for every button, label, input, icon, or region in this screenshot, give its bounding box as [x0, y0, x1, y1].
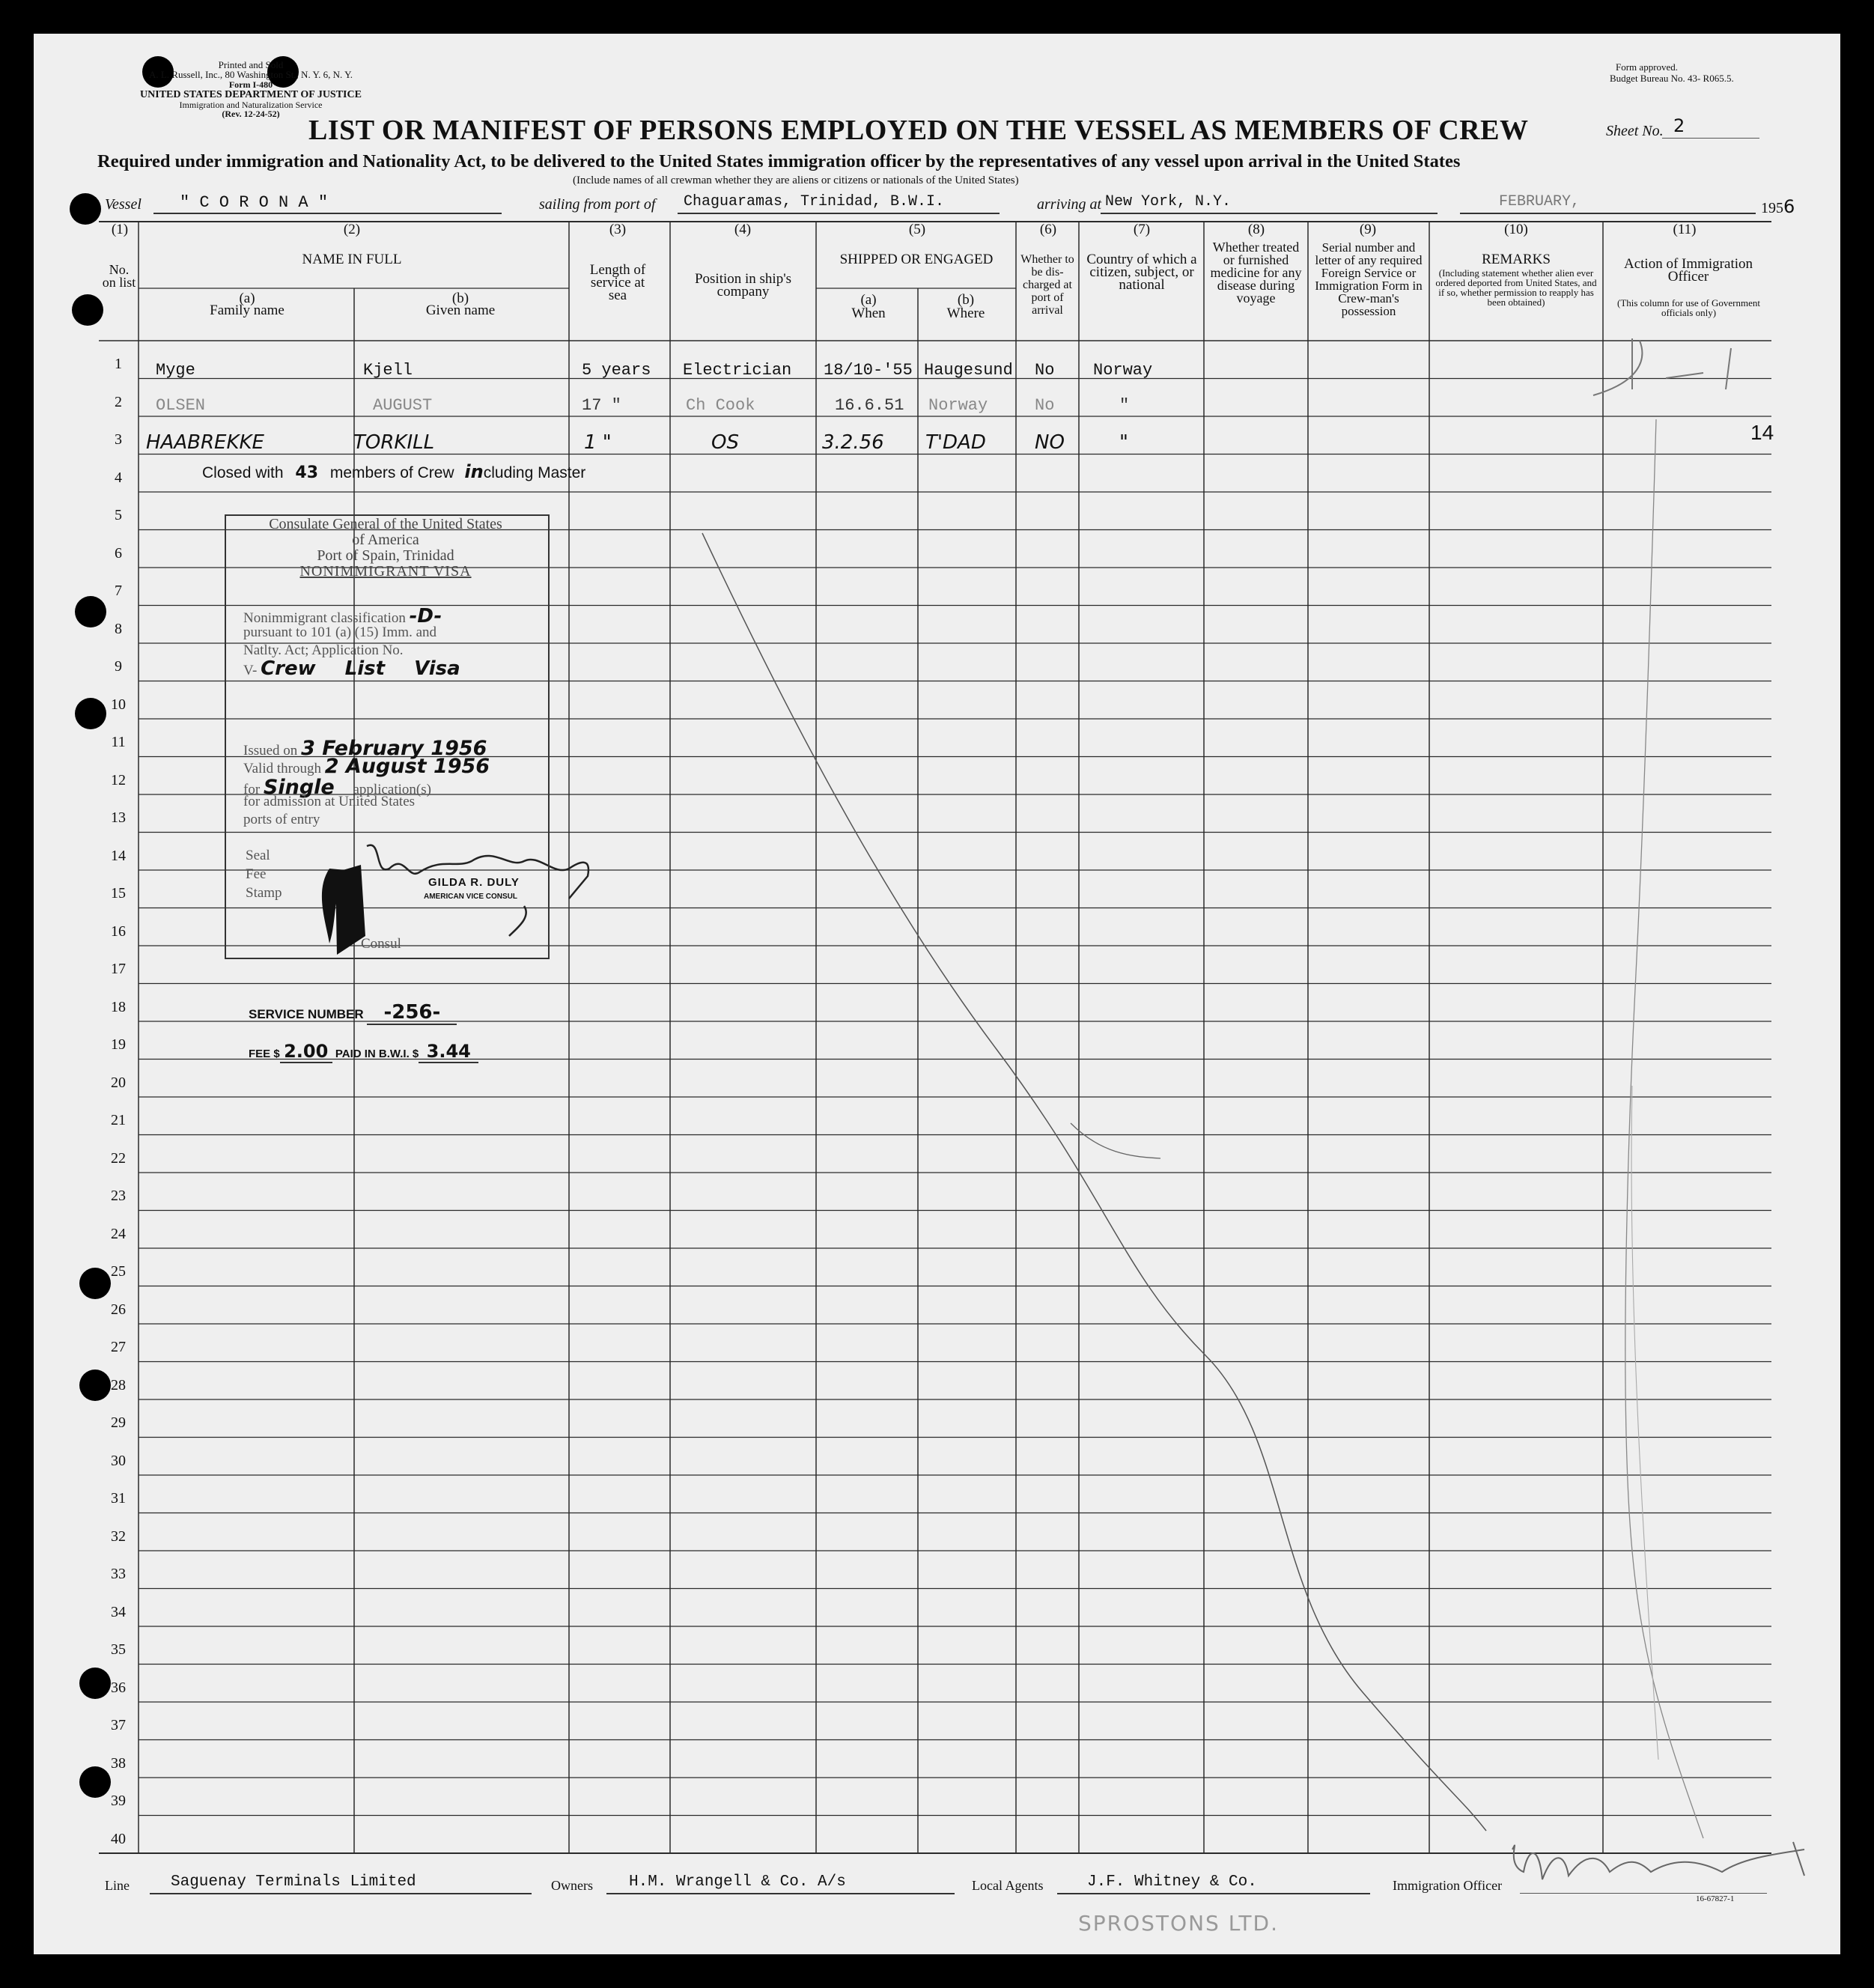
footer-agents-text: J.F. Whitney & Co.: [1087, 1873, 1257, 1891]
closed-count: 43: [295, 463, 319, 482]
stamp-consul: Consul: [361, 936, 401, 952]
stamp-for-value: Single: [263, 776, 335, 799]
footer-agents: [1057, 1873, 1370, 1894]
row-number: 37: [111, 1717, 126, 1733]
department: UNITED STATES DEPARTMENT OF JUSTICE: [140, 89, 362, 100]
row-number: 38: [111, 1754, 126, 1772]
officer-pencil-line: [1631, 1086, 1658, 1760]
row-number: 21: [111, 1112, 126, 1128]
stamp-america: of America: [352, 532, 419, 548]
row-number: 16: [111, 922, 126, 940]
paid-label: PAID IN B.W.I. $: [335, 1048, 419, 1060]
row-number: 26: [111, 1301, 126, 1318]
discharged: No: [1035, 361, 1055, 380]
row-number: 35: [111, 1641, 126, 1658]
stamp-for-label: for: [243, 782, 261, 797]
col-action-note: (This column for use of Government officials only): [1617, 297, 1760, 318]
footer-agents-label: Local Agents: [972, 1878, 1044, 1893]
fee-value: 2.00: [280, 1041, 332, 1063]
footer-officer-underline: [1520, 1893, 1767, 1894]
printer-line2: A. L. Russell, Inc., 80 Washington St., N. Y. 6, N. Y.: [148, 69, 353, 80]
col3-num: (3): [609, 222, 627, 237]
when-a: (a): [860, 292, 877, 308]
footer-owners-text: H.M. Wrangell & Co. A/s: [629, 1873, 846, 1891]
stamp-signer: GILDA R. DULY: [428, 876, 520, 889]
stamp-valid-row: [243, 755, 490, 778]
row-number: 29: [111, 1414, 126, 1431]
row-number: 19: [111, 1036, 126, 1053]
fee-label: FEE $: [249, 1048, 280, 1060]
stamp-signer-title: AMERICAN VICE CONSUL: [424, 893, 518, 901]
stamp-admission: for admission at United States: [243, 794, 416, 809]
col11-num: (11): [1673, 222, 1697, 237]
col5-num: (5): [908, 222, 926, 237]
sheet-number: 2: [1673, 115, 1685, 136]
row-number: 5: [115, 507, 122, 523]
stamp-valid-value: 2 August 1956: [324, 755, 490, 778]
year-suffix: 6: [1783, 196, 1795, 217]
col10-num: (10): [1504, 222, 1528, 237]
given-name: Kjell: [363, 361, 413, 380]
stamp-stamp: Stamp: [246, 885, 282, 901]
length-of-service: 17 ": [582, 396, 621, 415]
where-b: (b): [957, 292, 975, 308]
row-number: 28: [111, 1376, 126, 1393]
shipped-where: Haugesund: [924, 361, 1013, 380]
row-number: 20: [111, 1074, 126, 1091]
row-number: 7: [115, 583, 122, 599]
row-number: 22: [111, 1149, 126, 1167]
stamp-pursuant: pursuant to 101 (a) (15) Imm. and: [243, 624, 437, 640]
year-prefix: 195: [1761, 200, 1783, 216]
row-number: 25: [111, 1263, 126, 1280]
stamp-class-value: -D-: [409, 605, 442, 627]
officer-pencil-line: [1625, 419, 1703, 1838]
col-medicine-header: Whether treated or furnished medicine for any disease during voyage: [1210, 240, 1302, 306]
col-serial-header: Serial number and letter of any required Foreign Service or Immigration Form in Crew-man's possession: [1315, 240, 1423, 318]
footer-stamp-below: SPROSTONS LTD.: [1078, 1911, 1279, 1936]
row-number: 40: [111, 1830, 126, 1847]
closed-inc: in: [464, 461, 484, 482]
col-no-header: No. on list: [102, 262, 136, 290]
row-number: 27: [111, 1339, 126, 1355]
stamp-v-prefix: V-: [243, 663, 258, 678]
stamp-class-label: Nonimmigrant classification: [243, 610, 406, 626]
position: OS: [711, 431, 739, 454]
officer-mark-dash: [1666, 348, 1731, 389]
sailing-label: sailing from port of: [539, 196, 656, 213]
row-number: 32: [111, 1528, 126, 1545]
row-number: 34: [111, 1603, 126, 1620]
stamp-issued-value: 3 February 1956: [301, 737, 487, 760]
fee-row: [249, 1041, 478, 1063]
approval-line2: Budget Bureau No. 43- R065.5.: [1610, 73, 1734, 84]
family-name: Myge: [156, 361, 195, 380]
row-number: 10: [111, 696, 126, 713]
service-number-value: -256-: [367, 1001, 457, 1025]
length-of-service: 5 years: [582, 361, 651, 380]
stamp-port: Port of Spain, Trinidad: [317, 547, 454, 564]
given-b: (b): [451, 291, 469, 306]
vessel-label: Vessel: [105, 196, 142, 213]
printer-line1: Printed and Sold: [218, 59, 284, 70]
service-number-label: SERVICE NUMBER: [249, 1007, 364, 1021]
stamp-v-row: [243, 657, 460, 680]
margin-note: 14: [1750, 421, 1774, 444]
page-title: LIST OR MANIFEST OF PERSONS EMPLOYED ON THE VESSEL AS MEMBERS OF CREW: [308, 115, 1529, 146]
row-number: 12: [111, 771, 126, 788]
col1-num: (1): [111, 222, 129, 237]
col-action-header: Action of Immigration Officer: [1623, 256, 1753, 285]
footer-owners-label: Owners: [551, 1878, 593, 1893]
col8-num: (8): [1247, 222, 1265, 237]
row-number: 1: [115, 356, 122, 372]
closed-with-line: [202, 461, 585, 482]
col-where-header: Where: [946, 306, 985, 321]
footer-line-label: Line: [105, 1878, 130, 1893]
stamp-natlty: Natlty. Act; Application No.: [243, 642, 404, 658]
row-number: 11: [111, 734, 126, 750]
row-number: 8: [115, 620, 122, 637]
row-number: 30: [111, 1452, 126, 1469]
col2-num: (2): [343, 222, 361, 237]
country: ": [1119, 431, 1128, 454]
col-length-header: Length of service at sea: [589, 262, 646, 303]
closed-suffix: cluding Master: [483, 464, 586, 481]
length-of-service: 1 ": [584, 431, 612, 454]
revision: (Rev. 12-24-52): [222, 109, 280, 119]
stamp-seal: Seal: [246, 848, 270, 863]
col-remarks-header: REMARKS: [1482, 252, 1551, 267]
shipped-where: Norway: [928, 396, 988, 415]
stamp-v-value: Crew List Visa: [261, 657, 460, 680]
officer-signature: [1512, 1842, 1804, 1879]
col-when-header: When: [851, 306, 886, 321]
stamp-visa: NONIMMIGRANT VISA: [299, 563, 472, 580]
row-number: 31: [111, 1490, 126, 1507]
row-number: 3: [115, 431, 122, 448]
pencil-tick-line: [702, 533, 1486, 1831]
family-name: OLSEN: [156, 396, 206, 415]
stamp-issued-label: Issued on: [243, 743, 298, 759]
row-number: 9: [115, 658, 122, 675]
form-number: Form I-480: [228, 79, 273, 90]
subnote: (Include names of all crewman whether they are aliens or citizens or nationals of the United States): [573, 174, 1019, 186]
vessel-name-text: " C O R O N A ": [180, 193, 329, 212]
col4-num: (4): [734, 222, 752, 237]
discharged: No: [1035, 396, 1055, 415]
row-number: 24: [111, 1225, 126, 1242]
country: Norway: [1093, 361, 1153, 380]
position: Ch Cook: [686, 396, 755, 415]
given-name: TORKILL: [353, 431, 435, 454]
paid-value: 3.44: [419, 1041, 478, 1063]
row-number: 23: [111, 1188, 126, 1204]
approval-line1: Form approved.: [1616, 61, 1679, 73]
col-shipped-header: SHIPPED OR ENGAGED: [839, 252, 994, 267]
officer-mark-d: [1593, 338, 1642, 395]
footer-form-code: 16-67827-1: [1696, 1894, 1735, 1903]
col-name-header: NAME IN FULL: [302, 252, 402, 267]
arriving-label: arriving at: [1037, 196, 1102, 213]
subtitle: Required under immigration and Nationality Act, to be delivered to the United States immigration officer by the representatives of any vessel upon arrival in the United States: [97, 151, 1461, 171]
sheet-label: Sheet No.: [1606, 123, 1664, 139]
closed-middle: members of Crew: [329, 464, 454, 481]
footer-line: [150, 1873, 532, 1894]
stamp-applications: application(s): [353, 782, 431, 797]
shipped-when: 18/10-'55: [824, 361, 913, 380]
row-number: 15: [111, 885, 126, 902]
service-number-row: [249, 1001, 457, 1025]
col7-num: (7): [1133, 222, 1151, 237]
row-number: 6: [115, 544, 122, 562]
row-number: 17: [111, 961, 126, 977]
row-number: 33: [111, 1566, 126, 1582]
pencil-tick-branch: [1071, 1123, 1160, 1158]
shipped-when: 16.6.51: [835, 396, 904, 415]
col-country-header: Country of which a citizen, subject, or national: [1086, 252, 1197, 293]
row-number: 39: [111, 1793, 126, 1809]
discharged: NO: [1035, 431, 1065, 454]
family-name: HAABREKKE: [146, 431, 264, 454]
closed-prefix: Closed with: [202, 464, 284, 481]
col-remarks-note: (Including statement whether alien ever ordered deported from United States, and if so, whether permission to reapply has been obtained): [1435, 267, 1597, 308]
stamp-fee: Fee: [246, 866, 267, 882]
family-a: (a): [239, 291, 255, 306]
row-number: 14: [111, 847, 126, 864]
row-number: 2: [115, 393, 122, 410]
row-number: 13: [111, 809, 126, 826]
footer-owners: [606, 1873, 955, 1894]
consular-stamp-text: [221, 517, 550, 580]
col6-num: (6): [1039, 222, 1057, 237]
col-given-header: Given name: [425, 303, 496, 318]
position: Electrician: [683, 361, 792, 380]
arrival-month-text: FEBRUARY,: [1499, 193, 1581, 210]
arriving-port-text: New York, N.Y.: [1105, 193, 1232, 210]
stamp-ports: ports of entry: [243, 812, 320, 827]
sailing-port-text: Chaguaramas, Trinidad, B.W.I.: [684, 193, 945, 210]
shipped-where: T'DAD: [925, 431, 986, 454]
stamp-valid-label: Valid through: [243, 761, 321, 776]
col-family-header: Family name: [210, 303, 285, 318]
row-number: 4: [115, 469, 122, 486]
col-discharged-header: Whether to be dis-charged at port of arrival: [1020, 253, 1074, 317]
footer-line-text: Saguenay Terminals Limited: [171, 1873, 416, 1891]
country: ": [1119, 396, 1130, 415]
service-name: Immigration and Naturalization Service: [179, 100, 323, 110]
row-number: 18: [111, 998, 126, 1015]
footer-officer-label: Immigration Officer: [1393, 1878, 1503, 1893]
row-number: 36: [111, 1679, 126, 1696]
stamp-consulate: Consulate General of the United States: [269, 516, 502, 532]
col9-num: (9): [1359, 222, 1377, 237]
given-name: AUGUST: [373, 396, 433, 415]
col-position-header: Position in ship's company: [694, 271, 792, 300]
shipped-when: 3.2.56: [822, 431, 884, 454]
